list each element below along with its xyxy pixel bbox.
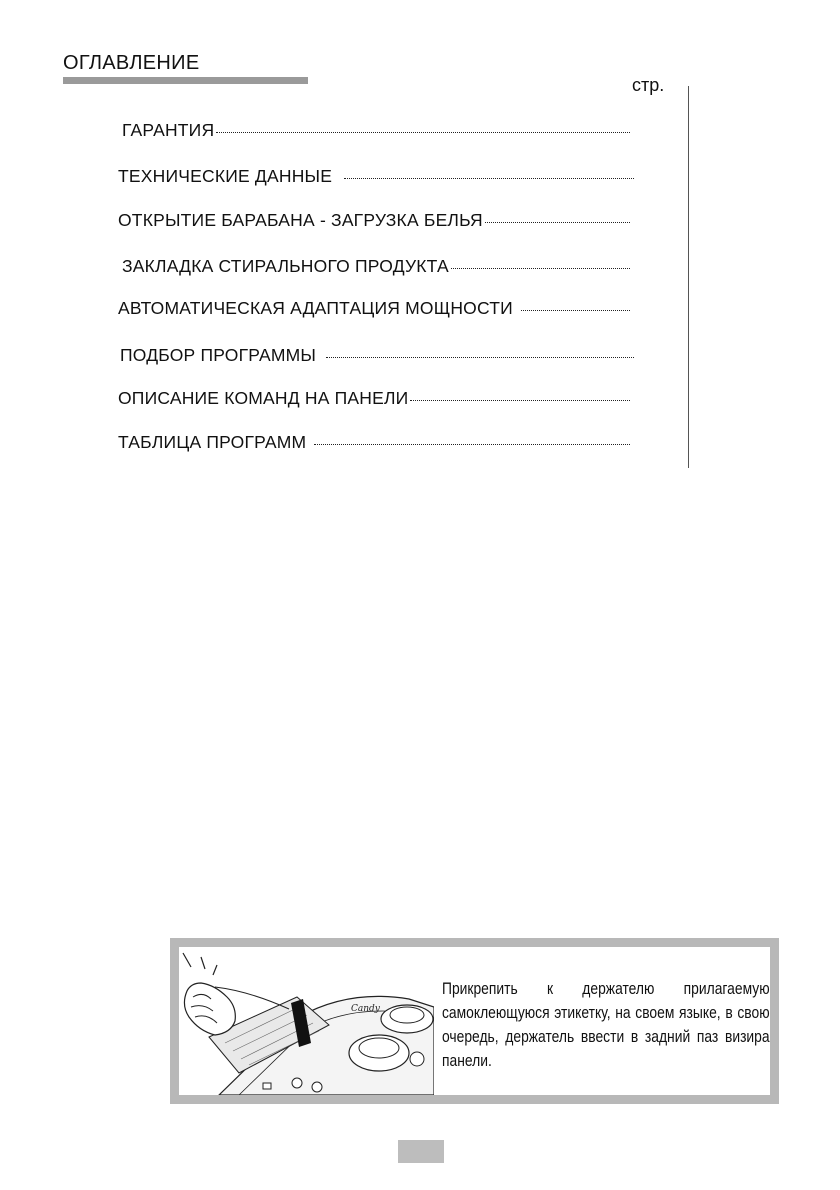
toc-entry-panel-commands[interactable] [118,388,630,409]
dot-leader [485,222,630,223]
toc-entry-program-table[interactable] [118,432,630,453]
dot-leader [314,444,630,445]
toc-entry-detergent[interactable] [122,256,630,277]
toc-entry-warranty[interactable] [122,120,630,141]
svg-text:Candy: Candy [351,1004,380,1014]
dot-leader [410,400,630,401]
page-number-box [398,1140,444,1163]
dot-leader [521,310,630,311]
dot-leader [216,132,630,133]
notice-panel [179,947,770,1095]
toc-entry-label: ПОДБОР ПРОГРАММЫ [120,345,317,365]
toc-title: ОГЛАВЛЕНИЕ [63,52,200,74]
toc-entry-technical-data[interactable] [118,166,634,187]
page-column-label: стр. [632,75,665,95]
toc-entry-label: ГАРАНТИЯ [122,120,215,140]
title-underline-bar [63,77,308,84]
toc-entry-label: ТЕХНИЧЕСКИЕ ДАННЫЕ [118,166,333,186]
toc-entry-label: ТАБЛИЦА ПРОГРАММ [118,432,307,452]
dot-leader [344,178,634,179]
notice-text: Прикрепить к держателю прилагаемую самоклеющуюся этикетку, на своем языке, в свою очередь, держатель ввести в задний паз визира панели. [442,980,770,1070]
dot-leader [451,268,630,269]
toc-entry-label: АВТОМАТИЧЕСКАЯ АДАПТАЦИЯ МОЩНОСТИ [118,298,513,318]
toc-entry-label: ОПИСАНИЕ КОМАНД НА ПАНЕЛИ [118,388,409,408]
label-attachment-illustration [179,947,434,1095]
toc-entry-label: ОТКРЫТИЕ БАРАБАНА - ЗАГРУЗКА БЕЛЬЯ [118,210,483,230]
toc-entry-label: ЗАКЛАДКА СТИРАЛЬНОГО ПРОДУКТА [122,256,449,276]
toc-entry-drum-opening[interactable] [118,210,630,231]
dot-leader [326,357,634,358]
page-column-divider [688,86,689,468]
toc-entry-power-adaptation[interactable] [118,298,630,319]
toc-entry-program-selection[interactable] [120,345,634,366]
label-instruction-notice [170,938,779,1104]
